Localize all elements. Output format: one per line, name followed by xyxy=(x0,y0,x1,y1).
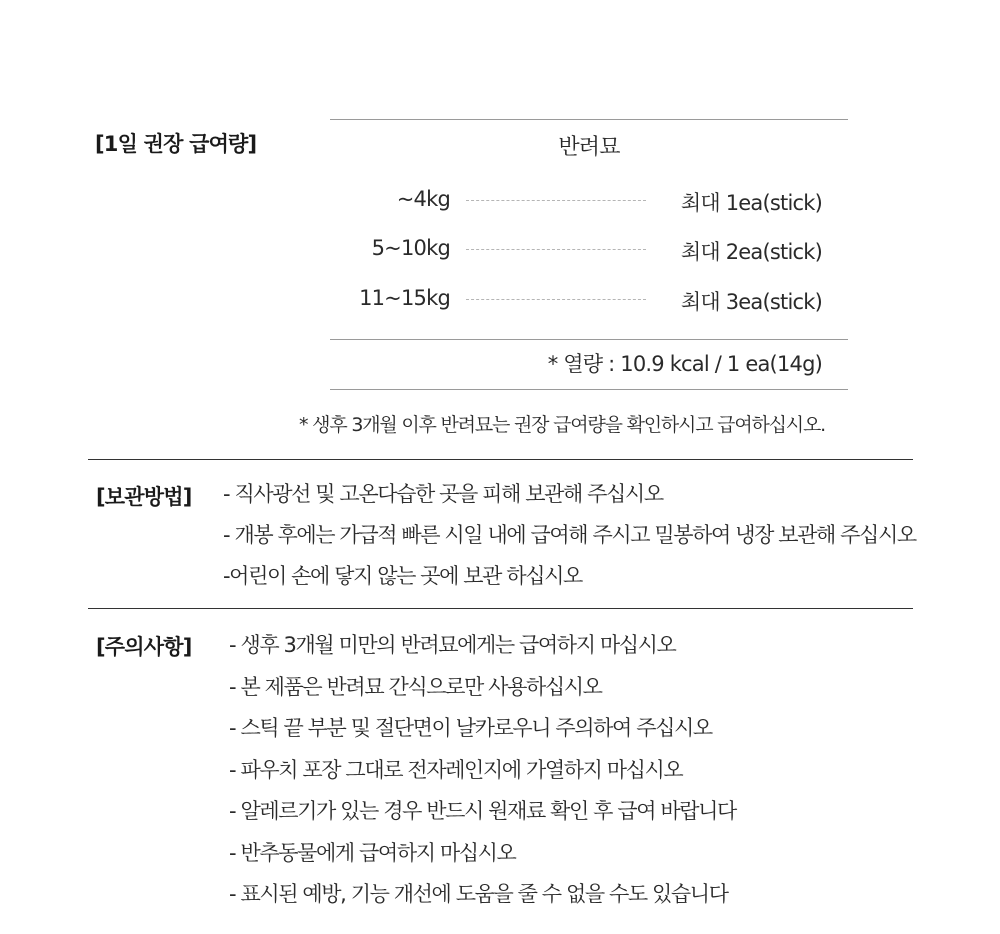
list-item: - 본 제품은 반려묘 간식으로만 사용하십시오 xyxy=(229,674,602,699)
feeding-amount: 최대 3ea(stick) xyxy=(680,290,822,314)
storage-section-label: [보관방법] xyxy=(96,485,192,509)
storage-list xyxy=(223,480,916,603)
feeding-table xyxy=(330,118,848,390)
calorie-info: * 열량 : 10.9 kcal / 1 ea(14g) xyxy=(547,352,822,376)
list-item: - 생후 3개월 미만의 반려묘에게는 급여하지 마십시오 xyxy=(229,633,676,657)
feeding-amount: 최대 1ea(stick) xyxy=(680,191,822,215)
list-item: - 직사광선 및 고온다습한 곳을 피해 보관해 주십시오 xyxy=(223,482,663,506)
section-divider xyxy=(88,608,913,609)
list-item: -어린이 손에 닿지 않는 곳에 보관 하십시오 xyxy=(223,564,582,588)
list-item: - 알레르기가 있는 경우 반드시 원재료 확인 후 급여 바랍니다 xyxy=(229,799,736,823)
section-divider xyxy=(88,459,913,460)
caution-list xyxy=(229,631,736,922)
table-title: 반려묘 xyxy=(558,135,620,160)
feeding-row xyxy=(330,234,848,266)
list-item: - 파우치 포장 그대로 전자레인지에 가열하지 마십시오 xyxy=(229,757,683,782)
list-item: - 스틱 끝 부분 및 절단면이 날카로우니 주의하여 주십시오 xyxy=(229,716,712,740)
list-item: - 개봉 후에는 가급적 빠른 시일 내에 급여해 주시고 밀봉하여 냉장 보관해 주십시오 xyxy=(223,523,916,547)
dotted-leader xyxy=(466,200,646,201)
weight-range: 11~15kg xyxy=(359,286,450,310)
feeding-note: * 생후 3개월 이후 반려묘는 권장 급여량을 확인하시고 급여하십시오. xyxy=(299,414,825,436)
list-item: - 반추동물에게 급여하지 마십시오 xyxy=(229,840,516,865)
dotted-leader xyxy=(466,249,646,250)
weight-range: 5~10kg xyxy=(371,236,450,260)
dotted-leader xyxy=(466,299,646,300)
feeding-row xyxy=(330,284,848,316)
weight-range: ~4kg xyxy=(396,187,450,211)
list-item: - 표시된 예방, 기능 개선에 도움을 줄 수 없을 수도 있습니다 xyxy=(229,882,728,906)
feeding-amount: 최대 2ea(stick) xyxy=(680,240,822,264)
feeding-section-label: [1일 권장 급여량] xyxy=(95,132,257,156)
table-bottom-rule xyxy=(330,389,848,390)
caution-section-label: [주의사항] xyxy=(96,635,192,659)
table-top-rule xyxy=(330,119,848,120)
table-mid-rule xyxy=(330,339,848,340)
feeding-row xyxy=(330,185,848,217)
